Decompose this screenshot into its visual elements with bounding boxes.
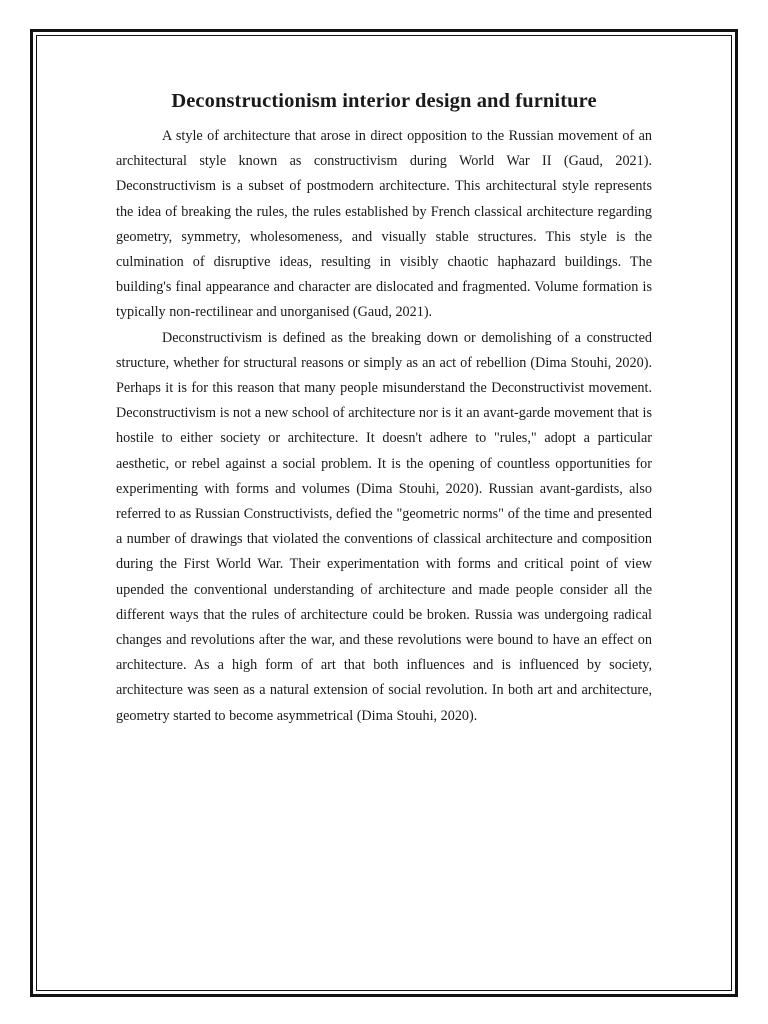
- document-title: Deconstructionism interior design and furniture: [171, 90, 597, 112]
- document-body: [116, 84, 652, 729]
- paragraph-1: A style of architecture that arose in direct opposition to the Russian movement of an architectural style known as constructivism during World War II (Gaud, 2021). Deconstructivism is a subset of postmodern architecture. This architectural style represents the idea of breaking the rules, the rules established by French classical architecture regarding geometry, symmetry, wholesomeness, and visually stable structures. This style is the culmination of disruptive ideas, resulting in visibly chaotic haphazard buildings. The building's final appearance and character are dislocated and fragmented. Volume formation is typically non-rectilinear and unorganised (Gaud, 2021).: [116, 128, 652, 321]
- paragraph-2: Deconstructivism is defined as the breaking down or demolishing of a constructed structure, whether for structural reasons or simply as an act of rebellion (Dima Stouhi, 2020). Perhaps it is for this reason that many people misunderstand the Deconstructivist movement. Deconstructivism is not a new school of architecture nor is it an avant-garde movement that is hostile to either society or architecture. It doesn't adhere to "rules," adopt a particular aesthetic, or rebel against a social problem. It is the opening of countless opportunities for experimenting with forms and volumes (Dima Stouhi, 2020). Russian avant-gardists, also referred to as Russian Constructivists, defied the "geometric norms" of the time and presented a number of drawings that violated the conventions of classical architecture and composition during the First World War. Their experimentation with forms and critical point of view upended the conventional understanding of architecture and made people consider all the different ways that the rules of architecture could be broken. Russia was undergoing radical changes and revolutions after the war, and these revolutions were bound to have an effect on architecture. As a high form of art that both influences and is influenced by society, architecture was seen as a natural extension of social revolution. In both art and architecture, geometry started to become asymmetrical (Dima Stouhi, 2020).: [116, 329, 652, 724]
